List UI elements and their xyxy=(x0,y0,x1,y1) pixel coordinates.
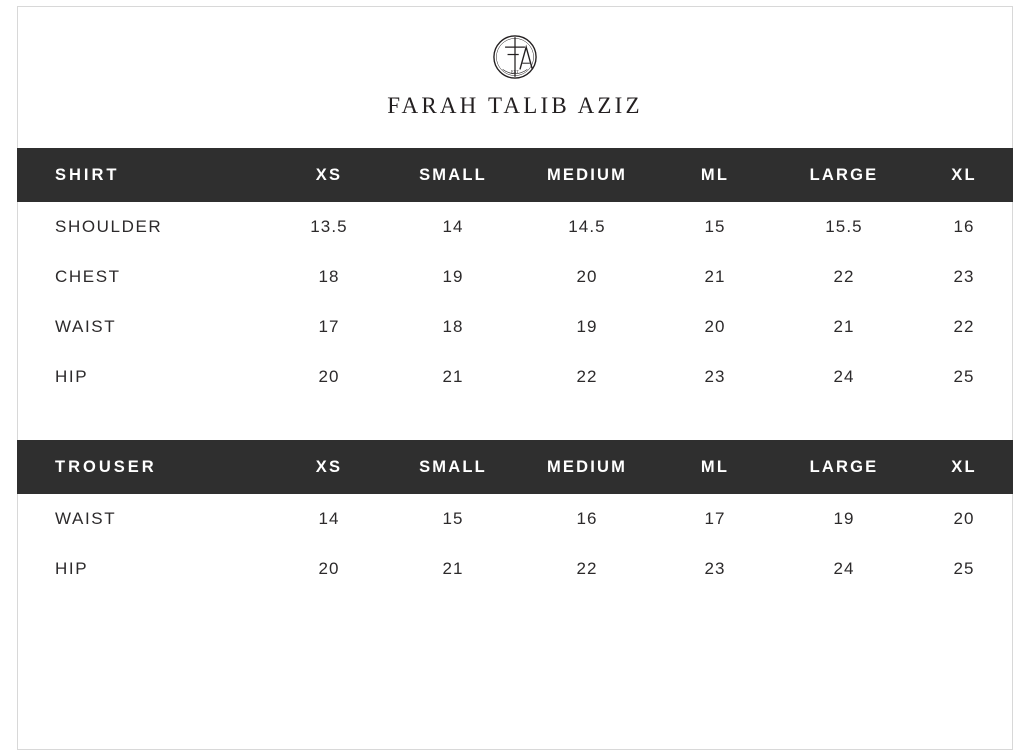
table-row xyxy=(17,352,1013,402)
brand-name: FARAH TALIB AZIZ xyxy=(387,93,643,118)
cell-value: 13.5 xyxy=(310,217,348,236)
cell-value: 19 xyxy=(833,509,855,528)
shirt-col-ml: ML xyxy=(657,148,773,202)
cell-value: 16 xyxy=(953,217,975,236)
table-spacer xyxy=(17,402,1013,440)
table-header-row xyxy=(17,440,1013,494)
cell-value: 21 xyxy=(442,367,464,386)
cell-value: 21 xyxy=(442,559,464,578)
shirt-col-small: SMALL xyxy=(389,148,517,202)
trouser-header-label: TROUSER xyxy=(17,440,269,494)
row-label: CHEST xyxy=(55,267,121,286)
cell-value: 24 xyxy=(833,559,855,578)
cell-value: 15.5 xyxy=(825,217,863,236)
row-label: SHOULDER xyxy=(55,217,163,236)
table-row xyxy=(17,544,1013,594)
brand-header xyxy=(0,0,1030,120)
table-row xyxy=(17,494,1013,544)
shirt-col-xl: XL xyxy=(915,148,1013,202)
cell-value: 21 xyxy=(704,267,726,286)
shirt-col-large: LARGE xyxy=(773,148,915,202)
cell-value: 15 xyxy=(442,509,464,528)
cell-value: 19 xyxy=(576,317,598,336)
cell-value: 25 xyxy=(953,367,975,386)
cell-value: 23 xyxy=(704,559,726,578)
cell-value: 23 xyxy=(953,267,975,286)
monogram-fta-crest-icon xyxy=(484,26,546,88)
trouser-col-medium: MEDIUM xyxy=(517,440,657,494)
cell-value: 21 xyxy=(833,317,855,336)
cell-value: 20 xyxy=(704,317,726,336)
shirt-col-medium: MEDIUM xyxy=(517,148,657,202)
shirt-size-table xyxy=(17,148,1013,402)
table-row xyxy=(17,302,1013,352)
cell-value: 14.5 xyxy=(568,217,606,236)
cell-value: 18 xyxy=(318,267,340,286)
cell-value: 22 xyxy=(833,267,855,286)
table-header-row xyxy=(17,148,1013,202)
cell-value: 14 xyxy=(318,509,340,528)
trouser-col-large: LARGE xyxy=(773,440,915,494)
row-label: HIP xyxy=(55,559,89,578)
cell-value: 22 xyxy=(953,317,975,336)
table-row xyxy=(17,252,1013,302)
row-label: WAIST xyxy=(55,509,117,528)
shirt-header-label: SHIRT xyxy=(17,148,269,202)
row-label: WAIST xyxy=(55,317,117,336)
trouser-col-ml: ML xyxy=(657,440,773,494)
cell-value: 16 xyxy=(576,509,598,528)
cell-value: 20 xyxy=(318,367,340,386)
trouser-col-small: SMALL xyxy=(389,440,517,494)
cell-value: 19 xyxy=(442,267,464,286)
shirt-col-xs: XS xyxy=(269,148,389,202)
cell-value: 25 xyxy=(953,559,975,578)
trouser-col-xs: XS xyxy=(269,440,389,494)
cell-value: 24 xyxy=(833,367,855,386)
cell-value: 23 xyxy=(704,367,726,386)
table-row xyxy=(17,202,1013,252)
cell-value: 17 xyxy=(318,317,340,336)
cell-value: 22 xyxy=(576,367,598,386)
cell-value: 22 xyxy=(576,559,598,578)
trouser-size-table xyxy=(17,440,1013,594)
cell-value: 18 xyxy=(442,317,464,336)
cell-value: 17 xyxy=(704,509,726,528)
row-label: HIP xyxy=(55,367,89,386)
cell-value: 20 xyxy=(318,559,340,578)
cell-value: 20 xyxy=(576,267,598,286)
cell-value: 14 xyxy=(442,217,464,236)
cell-value: 15 xyxy=(704,217,726,236)
size-tables xyxy=(17,148,1013,594)
trouser-col-xl: XL xyxy=(915,440,1013,494)
cell-value: 20 xyxy=(953,509,975,528)
svg-text:EST: EST xyxy=(511,69,519,75)
